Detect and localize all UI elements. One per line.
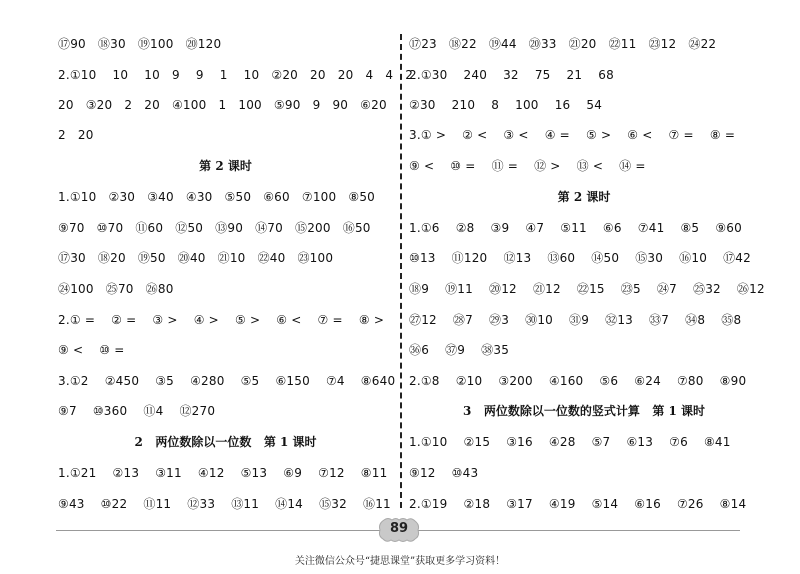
answer-line: ⑨7 ⑩360 ⑪4 ⑫270	[58, 404, 216, 418]
answer-line: 2.①8 ②10 ③200 ④160 ⑤6 ⑥24 ⑦80 ⑧90	[409, 374, 747, 388]
answer-line: 2 20	[58, 128, 94, 142]
answer-line: ⑰23 ⑱22 ⑲44 ⑳33 ㉑20 ㉒11 ㉓12 ㉔22	[409, 37, 717, 51]
lesson-heading: 第 2 课时	[199, 159, 252, 173]
answer-line: ⑨70 ⑩70 ⑪60 ⑫50 ⑬90 ⑭70 ⑮200 ⑯50	[58, 221, 371, 235]
answer-line: 1.①10 ②30 ③40 ④30 ⑤50 ⑥60 ⑦100 ⑧50	[58, 190, 376, 204]
answer-line: ⑰90 ⑱30 ⑲100 ⑳120	[58, 37, 222, 51]
answer-line: ⑨12 ⑩43	[409, 466, 479, 480]
answer-line: 3.①2 ②450 ③5 ④280 ⑤5 ⑥150 ⑦4 ⑧640	[58, 374, 396, 388]
answer-line: ㊱6 ㊲9 ㊳35	[409, 343, 510, 357]
answer-line: ⑨ < ⑩ = ⑪ = ⑫ > ⑬ < ⑭ =	[409, 159, 646, 173]
answer-line: ⑨ < ⑩ =	[58, 343, 125, 357]
answer-line: ㉗12 ㉘7 ㉙3 ㉚10 ㉛9 ㉜13 ㉝7 ㉞8 ㉟8	[409, 313, 742, 327]
answer-line: 2.①19 ②18 ③17 ④19 ⑤14 ⑥16 ⑦26 ⑧14	[409, 497, 747, 511]
answer-line: 20 ③20 2 20 ④100 1 100 ⑤90 9 90 ⑥20	[58, 98, 387, 112]
answer-line: ㉔100 ㉕70 ㉖80	[58, 282, 174, 296]
section-heading: 3 两位数除以一位数的竖式计算 第 1 课时	[462, 404, 706, 418]
answer-line: ⑩13 ⑪120 ⑫13 ⑬60 ⑭50 ⑮30 ⑯10 ⑰42	[409, 251, 751, 265]
answer-line: ②30 210 8 100 16 54	[409, 98, 603, 112]
lesson-heading: 第 2 课时	[557, 190, 611, 204]
answer-line: ⑨43 ⑩22 ⑪11 ⑫33 ⑬11 ⑭14 ⑮32 ⑯11	[58, 497, 391, 511]
section-heading: 2 两位数除以一位数 第 1 课时	[134, 435, 317, 449]
answer-line: 1.①6 ②8 ③9 ④7 ⑤11 ⑥6 ⑦41 ⑧5 ⑨60	[409, 221, 742, 235]
answer-line: 2.①30 240 32 75 21 68	[409, 68, 614, 82]
column-divider	[400, 34, 402, 508]
answer-line: 1.①21 ②13 ③11 ④12 ⑤13 ⑥9 ⑦12 ⑧11	[58, 466, 388, 480]
answer-line: 1.①10 ②15 ③16 ④28 ⑤7 ⑥13 ⑦6 ⑧41	[409, 435, 731, 449]
answer-line: ⑱9 ⑲11 ⑳12 ㉑12 ㉒15 ㉓5 ㉔7 ㉕32 ㉖12	[409, 282, 765, 296]
page-number: 89	[389, 521, 409, 536]
footer-note: 关注微信公众号“捷思课堂”获取更多学习资料！	[294, 556, 506, 567]
answer-line: 2.①10 10 10 9 9 1 10 ②20 20 20 4 4 2	[58, 68, 414, 82]
answer-line: ⑰30 ⑱20 ⑲50 ⑳40 ㉑10 ㉒40 ㉓100	[58, 251, 334, 265]
answer-line: 2.① = ② = ③ > ④ > ⑤ > ⑥ < ⑦ = ⑧ >	[58, 313, 385, 327]
page-number-badge	[376, 517, 422, 543]
answer-line: 3.① > ② < ③ < ④ = ⑤ > ⑥ < ⑦ = ⑧ =	[409, 128, 736, 142]
